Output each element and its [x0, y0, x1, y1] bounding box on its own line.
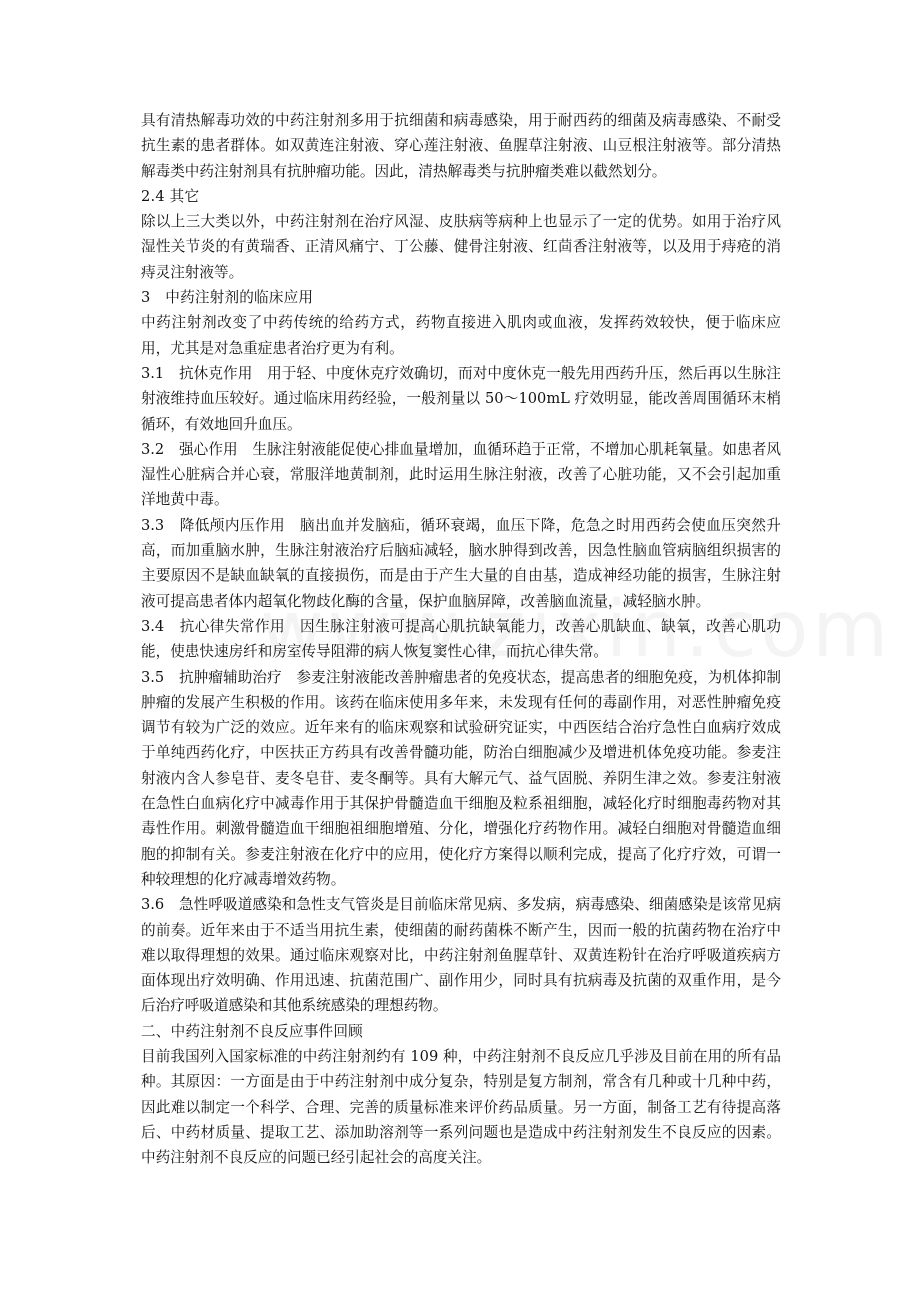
paragraph-others: 除以上三大类以外，中药注射剂在治疗风湿、皮肤病等病种上也显示了一定的优势。如用于治疗风湿性关节炎的有黄瑞香、正清风痛宁、丁公藤、健骨注射液、红茴香注射液等，以及用于痔疮的消痔灵注射液等。 [141, 213, 781, 281]
paragraph-antiviral: 具有清热解毒功效的中药注射剂多用于抗细菌和病毒感染，用于耐西药的细菌及病毒感染、不耐受抗生素的患者群体。如双黄连注射液、穿心莲注射液、鱼腥草注射液、山豆根注射液等。部分清热解毒类中药注射剂具有抗肿瘤功能。因此，清热解毒类与抗肿瘤类难以截然划分。 [141, 112, 781, 180]
paragraph-clinical-intro: 中药注射剂改变了中药传统的给药方式，药物直接进入肌肉或血液，发挥药效较快，便于临床应用，尤其是对急重症患者治疗更为有利。 [141, 314, 781, 357]
paragraph-3-6: 3.6 急性呼吸道感染和急性支气管炎是目前临床常见病、多发病，病毒感染、细菌感染是该常见病的前奏。近年来由于不适当用抗生素，使细菌的耐药菌株不断产生，因而一般的抗菌药物在治疗中难以取得理想的效果。通过临床观察对比，中药注射剂鱼腥草针、双黄连粉针在治疗呼吸道疾病方面体现出疗效明确、作用迅速、抗菌范围广、副作用少，同时具有抗病毒及抗菌的双重作用，是今后治疗呼吸道感染和其他系统感染的理想药物。 [141, 896, 781, 1015]
paragraph-3-2: 3.2 强心作用 生脉注射液能促使心排血量增加，血循环趋于正常，不增加心肌耗氧量。如患者风湿性心脏病合并心衰，常服洋地黄制剂，此时运用生脉注射液，改善了心脏功能，又不会引起加重洋地黄中毒。 [141, 440, 781, 509]
paragraph-3-3: 3.3 降低颅内压作用 脑出血并发脑疝，循环衰竭，血压下降，危急之时用西药会使血压突然升高，而加重脑水肿，生脉注射液治疗后脑疝减轻，脑水肿得到改善，因急性脑血管病脑组织损害的主要原因不是缺血缺氧的直接损伤，而是由于产生大量的自由基，造成神经功能的损害，生脉注射液可提高患者体内超氧化物歧化酶的含量，保护血脑屏障，改善脑血流量，减轻脑水肿。 [141, 516, 781, 610]
paragraph-3-1: 3.1 抗休克作用 用于轻、中度休克疗效确切，而对中度休克一般先用西药升压，然后再以生脉注射液维持血压较好。通过临床用药经验，一般剂量以 50～100mL 疗效明显，能改善周围循环末梢循环，有效地回升血压。 [141, 364, 781, 433]
document-body [141, 108, 781, 1170]
paragraph-3-4: 3.4 抗心律失常作用 因生脉注射液可提高心肌抗缺氧能力，改善心肌缺血、缺氧，改善心肌功能，使患快速房纤和房室传导阻滞的病人恢复窦性心律，而抗心律失常。 [141, 617, 781, 661]
paragraph-adverse-events: 目前我国列入国家标准的中药注射剂约有 109 种，中药注射剂不良反应几乎涉及目前在用的所有品种。其原因：一方面是由于中药注射剂中成分复杂，特别是复方制剂，常含有几种或十几种中药，因此难以制定一个科学、合理、完善的质量标准来评价药品质量。另一方面，制备工艺有待提高落后、中药材质量、提取工艺、添加助溶剂等一系列问题也是造成中药注射剂发生不良反应的因素。中药注射剂不良反应的问题已经引起社会的高度关注。 [141, 1047, 781, 1167]
heading-3: 3 中药注射剂的临床应用 [141, 289, 314, 307]
heading-2-4: 2.4 其它 [141, 187, 200, 205]
paragraph-3-5: 3.5 抗肿瘤辅助治疗 参麦注射液能改善肿瘤患者的免疫状态，提高患者的细胞免疫，为机体抑制肿瘤的发展产生积极的作用。该药在临床使用多年来，未发现有任何的毒副作用，对恶性肿瘤免疫调节有较为广泛的效应。近年来有的临床观察和试验研究证实，中西医结合治疗急性白血病疗效成于单纯西药化疗，中医扶正方药具有改善骨髓功能，防治白细胞减少及增进机体免疫功能。参麦注射液内含人参皂苷、麦冬皂苷、麦冬酮等。具有大解元气、益气固脱、养阴生津之效。参麦注射液在急性白血病化疗中减毒作用于其保护骨髓造血干细胞及粒系祖细胞，减轻化疗时细胞毒药物对其毒性作用。刺激骨髓造血干细胞祖细胞增殖、分化，增强化疗药物作用。减轻白细胞对骨髓造血细胞的抑制有关。参麦注射液在化疗中的应用，使化疗方案得以顺利完成，提高了化疗疗效，可谓一种较理想的化疗减毒增效药物。 [141, 668, 781, 888]
heading-section-2: 二、中药注射剂不良反应事件回顾 [141, 1022, 363, 1040]
